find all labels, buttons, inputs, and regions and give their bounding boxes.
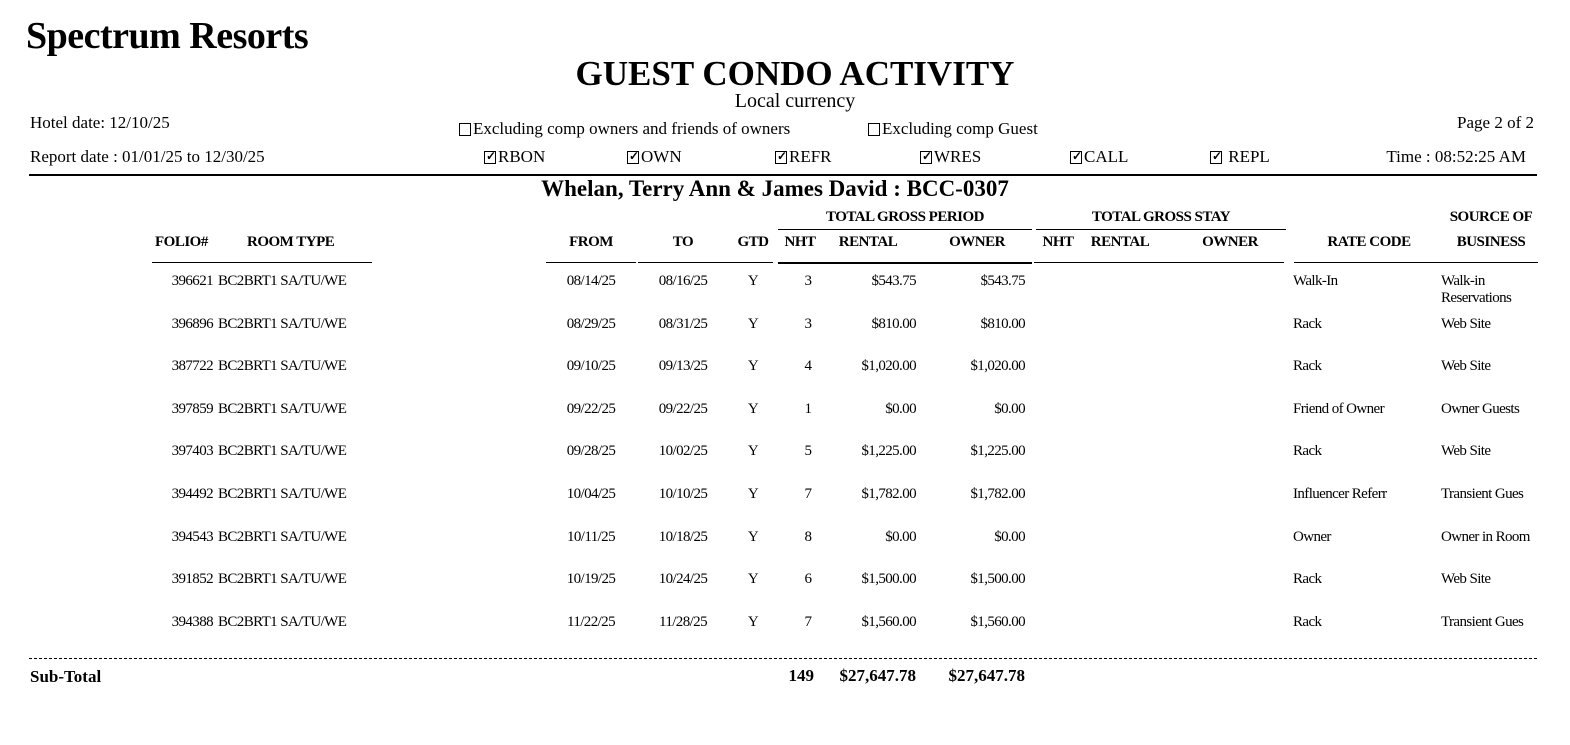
gtd-cell: Y (747, 400, 759, 417)
from-date-cell: 09/28/25 (566, 443, 616, 460)
stay-group-header: TOTAL GROSS STAY (1091, 209, 1231, 225)
stay-group-underline (1036, 229, 1286, 230)
owner-cell: $0.00 (994, 528, 1025, 545)
to-date-cell: 08/31/25 (658, 315, 708, 332)
to-date-cell: 09/22/25 (658, 400, 708, 417)
nht-cell: 5 (804, 443, 812, 460)
nht-cell: 1 (804, 400, 812, 417)
rate-code-cell: Rack (1293, 613, 1322, 630)
rate-code-cell: Rack (1293, 571, 1322, 588)
to-date-cell: 10/18/25 (658, 528, 708, 545)
checkbox-checked-icon[interactable] (1070, 151, 1082, 164)
nht-cell: 6 (804, 571, 812, 588)
room-type-cell: BC2BRT1 SA/TU/WE (218, 486, 347, 502)
nht-cell: 7 (804, 486, 812, 502)
folio-cell: 387722 (171, 358, 213, 375)
to-date-cell: 10/10/25 (658, 486, 708, 502)
gtd-cell: Y (747, 358, 759, 375)
rental-cell: $1,500.00 (861, 571, 916, 588)
owner-cell: $0.00 (994, 400, 1025, 417)
hotel-date: Hotel date: 12/10/25 (30, 113, 170, 132)
folio-cell: 394543 (171, 528, 213, 545)
from-date-cell: 09/10/25 (566, 358, 616, 375)
stay-owner-header: OWNER (1202, 234, 1258, 250)
period-underline (778, 262, 1032, 264)
nht-cell: 8 (804, 528, 812, 545)
source-cell: Transient Gues (1441, 613, 1524, 630)
subtotal-label: Sub-Total (30, 667, 102, 686)
rental-cell: $1,020.00 (861, 358, 916, 375)
room-type-cell: BC2BRT1 SA/TU/WE (218, 358, 347, 375)
subtotal-rule (29, 658, 1537, 659)
checkbox-checked-icon[interactable] (627, 151, 639, 164)
gtd-cell: Y (747, 571, 759, 588)
source-header-line1: SOURCE OF (1449, 209, 1533, 225)
from-date-cell: 09/22/25 (566, 400, 616, 417)
currency-label: Local currency (734, 90, 856, 112)
source-cell: Web Site (1441, 358, 1491, 375)
owner-header: OWNER (949, 234, 1005, 250)
rate-code-header: RATE CODE (1327, 234, 1411, 250)
source-cell: Walk-in Reservations (1441, 273, 1512, 306)
stay-underline (1034, 262, 1284, 263)
table-row (0, 529, 1570, 549)
from-underline (546, 262, 636, 263)
rate-code-cell: Walk-In (1293, 273, 1338, 289)
filter-repl[interactable]: ✓ REPL (1210, 147, 1270, 167)
period-group-header: TOTAL GROSS PERIOD (826, 209, 984, 225)
rental-header: RENTAL (838, 234, 898, 250)
excl-comp-owners-option[interactable]: Excluding comp owners and friends of owners (459, 119, 790, 139)
folio-cell: 394492 (171, 486, 213, 502)
from-date-cell: 10/11/25 (567, 528, 615, 545)
to-date-cell: 09/13/25 (658, 358, 708, 375)
room-type-cell: BC2BRT1 SA/TU/WE (218, 443, 347, 460)
table-row (0, 316, 1570, 336)
filter-own[interactable]: ✓ OWN (627, 147, 682, 167)
rental-cell: $1,225.00 (861, 443, 916, 460)
rental-cell: $0.00 (885, 400, 916, 417)
filter-call[interactable]: ✓ CALL (1070, 147, 1128, 167)
rental-cell: $1,560.00 (861, 613, 916, 630)
source-cell: Web Site (1441, 315, 1491, 332)
table-row (0, 486, 1570, 506)
guest-header: Whelan, Terry Ann & James David : BCC-0307 (541, 176, 1009, 201)
report-date: Report date : 01/01/25 to 12/30/25 (30, 147, 265, 166)
to-date-cell: 11/28/25 (659, 613, 707, 630)
checkbox-checked-icon[interactable] (775, 151, 787, 164)
gtd-cell: Y (747, 486, 759, 502)
table-row (0, 401, 1570, 421)
subtotal-rental: $27,647.78 (839, 666, 916, 685)
room-type-cell: BC2BRT1 SA/TU/WE (218, 273, 347, 289)
filter-wres[interactable]: ✓ WRES (920, 147, 981, 167)
gtd-header: GTD (737, 234, 769, 250)
filter-refr[interactable]: ✓ REFR (775, 147, 832, 167)
folio-cell: 396896 (171, 315, 213, 332)
from-date-cell: 10/19/25 (566, 571, 616, 588)
checkbox-checked-icon[interactable] (1210, 151, 1222, 164)
nht-header: NHT (784, 234, 816, 250)
source-cell: Web Site (1441, 443, 1491, 460)
room-type-cell: BC2BRT1 SA/TU/WE (218, 528, 347, 545)
table-row (0, 273, 1570, 306)
subtotal-nht: 149 (788, 666, 814, 685)
rate-code-cell: Owner (1293, 528, 1331, 545)
rate-code-cell: Influencer Referr (1293, 486, 1387, 502)
filter-rbon[interactable]: ✓RBON (484, 147, 545, 167)
room-type-cell: BC2BRT1 SA/TU/WE (218, 613, 347, 630)
subtotal-owner: $27,647.78 (948, 666, 1025, 685)
source-header-line2: BUSINESS (1456, 234, 1526, 250)
owner-cell: $1,782.00 (970, 486, 1025, 502)
room-type-cell: BC2BRT1 SA/TU/WE (218, 571, 347, 588)
checkbox-checked-icon[interactable] (484, 151, 496, 164)
gtd-cell: Y (747, 273, 759, 289)
table-row (0, 614, 1570, 634)
to-date-cell: 10/02/25 (658, 443, 708, 460)
gtd-cell: Y (747, 315, 759, 332)
stay-nht-header: NHT (1042, 234, 1074, 250)
source-cell: Owner Guests (1441, 400, 1520, 417)
nht-cell: 7 (804, 613, 812, 630)
table-row (0, 443, 1570, 463)
folio-cell: 397859 (171, 400, 213, 417)
to-header: TO (672, 234, 694, 250)
nht-cell: 4 (804, 358, 812, 375)
roomtype-header: ROOM TYPE (247, 234, 335, 250)
rental-cell: $810.00 (871, 315, 916, 332)
owner-cell: $810.00 (980, 315, 1025, 332)
table-row (0, 358, 1570, 378)
table-row (0, 571, 1570, 591)
folio-cell: 394388 (171, 613, 213, 630)
period-group-underline (778, 229, 1032, 230)
owner-cell: $1,560.00 (970, 613, 1025, 630)
owner-cell: $1,020.00 (970, 358, 1025, 375)
owner-cell: $1,225.00 (970, 443, 1025, 460)
from-date-cell: 11/22/25 (567, 613, 615, 630)
from-date-cell: 08/29/25 (566, 315, 616, 332)
gtd-cell: Y (747, 528, 759, 545)
rate-code-cell: Rack (1293, 315, 1322, 332)
checkbox-icon[interactable] (868, 123, 880, 136)
checkbox-icon[interactable] (459, 123, 471, 136)
nht-cell: 3 (804, 315, 812, 332)
folio-cell: 391852 (171, 571, 213, 588)
report-title: GUEST CONDO ACTIVITY (575, 54, 1015, 93)
owner-cell: $1,500.00 (970, 571, 1025, 588)
folio-cell: 396621 (171, 273, 213, 289)
rate-code-cell: Friend of Owner (1293, 400, 1384, 417)
rate-underline (1294, 262, 1440, 263)
report-time: Time : 08:52:25 AM (1386, 147, 1526, 166)
rental-cell: $0.00 (885, 528, 916, 545)
gtd-cell: Y (747, 613, 759, 630)
excl-comp-guest-option[interactable]: Excluding comp Guest (868, 119, 1038, 139)
from-date-cell: 08/14/25 (566, 273, 616, 289)
folio-header: FOLIO# (155, 234, 208, 250)
room-type-cell: BC2BRT1 SA/TU/WE (218, 315, 347, 332)
gtd-cell: Y (747, 443, 759, 460)
company-name: Spectrum Resorts (26, 15, 309, 57)
room-type-cell: BC2BRT1 SA/TU/WE (218, 400, 347, 417)
source-underline (1436, 262, 1538, 263)
to-date-cell: 10/24/25 (658, 571, 708, 588)
checkbox-checked-icon[interactable] (920, 151, 932, 164)
source-cell: Web Site (1441, 571, 1491, 588)
stay-rental-header: RENTAL (1090, 234, 1150, 250)
rate-code-cell: Rack (1293, 358, 1322, 375)
from-date-cell: 10/04/25 (566, 486, 616, 502)
to-date-cell: 08/16/25 (658, 273, 708, 289)
rate-code-cell: Rack (1293, 443, 1322, 460)
to-gtd-underline (638, 262, 773, 263)
folio-room-underline (152, 262, 372, 263)
source-cell: Transient Gues (1441, 486, 1524, 502)
rental-cell: $543.75 (871, 273, 916, 289)
source-cell: Owner in Room (1441, 528, 1530, 545)
nht-cell: 3 (804, 273, 812, 289)
rental-cell: $1,782.00 (861, 486, 916, 502)
owner-cell: $543.75 (980, 273, 1025, 289)
from-header: FROM (569, 234, 613, 250)
folio-cell: 397403 (171, 443, 213, 460)
page-number: Page 2 of 2 (1457, 113, 1534, 132)
